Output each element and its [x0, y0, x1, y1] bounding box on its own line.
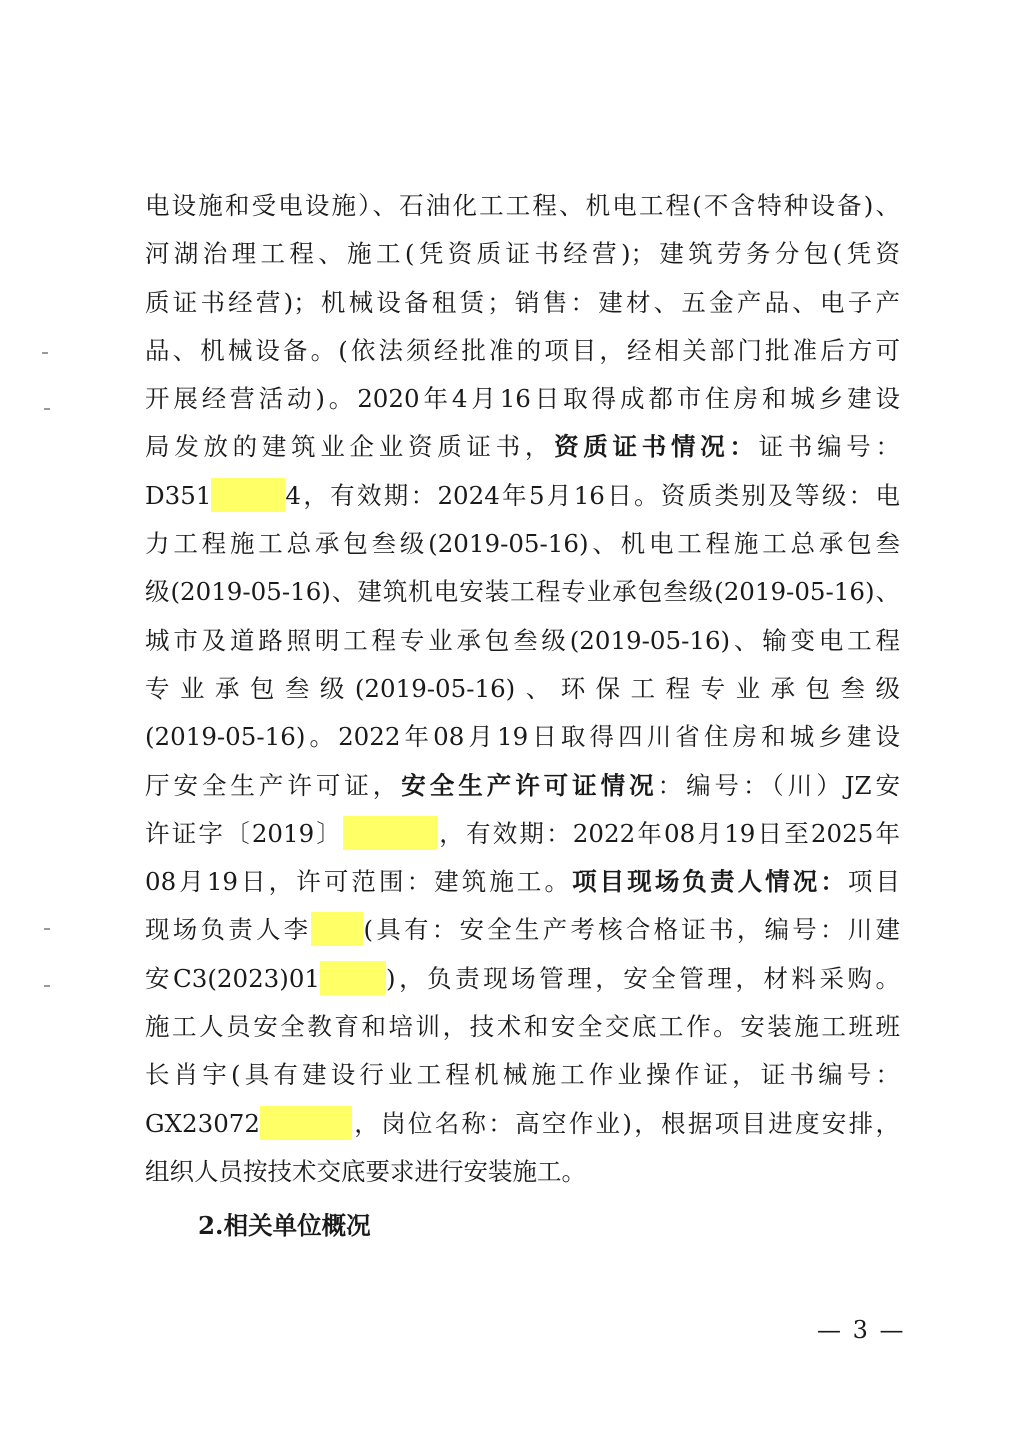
text-line [145, 762, 900, 810]
text-line: 品、机械设备。(依法须经批准的项目，经相关部门批准后方可 [145, 335, 900, 365]
text-line: 河湖治理工程、施工(凭资质证书经营)；建筑劳务分包(凭资 [145, 239, 900, 269]
scan-artifact [44, 985, 50, 987]
text-line: 力工程施工总承包叁级(2019-05-16)、机电工程施工总承包叁 [145, 529, 900, 559]
text-line: 质证书经营)；机械设备租赁；销售：建材、五金产品、电子产 [145, 287, 900, 317]
text-segment: 厅安全生产许可证， [145, 770, 402, 800]
text-segment: )，负责现场管理，安全管理，材料采购。 [386, 963, 900, 993]
site-manager-heading: 项目现场负责人情况： [572, 867, 848, 897]
text-line [145, 858, 900, 906]
text-line: 组织人员按技术交底要求进行安装施工。 [145, 1156, 586, 1186]
text-line [145, 472, 900, 520]
scan-artifact [44, 408, 50, 410]
text-line: 开展经营活动)。2020年4月16日取得成都市住房和城乡建设 [145, 384, 900, 414]
text-segment: ，岗位名称：高空作业)，根据项目进度安排， [351, 1108, 900, 1138]
text-segment: 现场负责人李 [145, 915, 312, 945]
text-segment: 局发放的建筑业企业资质证书， [145, 432, 555, 462]
section-heading: 2.相关单位概况 [198, 1211, 371, 1240]
redaction-highlight [320, 961, 386, 995]
text-line [145, 1100, 900, 1148]
scan-artifact [44, 928, 50, 930]
text-line [145, 423, 900, 471]
text-line [145, 955, 900, 1003]
text-line: 施工人员安全教育和培训，技术和安全交底工作。安装施工班班 [145, 1012, 900, 1042]
body-paragraph [145, 182, 900, 1196]
text-segment: D351 [145, 480, 212, 510]
text-line: 专业承包叁级(2019-05-16)、环保工程专业承包叁级 [145, 673, 900, 703]
text-line: 电设施和受电设施）、石油化工工程、机电工程(不含特种设备)、 [145, 191, 900, 220]
page-number: — 3 — [817, 1316, 906, 1344]
text-segment: 安C3(2023)01 [145, 963, 320, 993]
text-segment: GX23072 [145, 1108, 260, 1138]
text-line [145, 906, 900, 954]
text-segment: ，有效期：2022年08月19日至2025年 [437, 818, 900, 848]
text-segment: 项目 [847, 867, 901, 897]
text-segment: 08月19日，许可范围：建筑施工。 [145, 867, 573, 897]
safety-license-heading: 安全生产许可证情况 [401, 770, 658, 800]
text-segment: ：编号：（川）JZ安 [657, 770, 901, 800]
text-line: (2019-05-16)。2022年08月19日取得四川省住房和城乡建设 [145, 722, 900, 752]
scan-artifact [42, 352, 48, 354]
text-line [145, 810, 900, 858]
text-segment: 许证字〔2019〕 [145, 818, 344, 848]
text-line: 长肖宇(具有建设行业工程机械施工作业操作证，证书编号： [145, 1060, 900, 1090]
text-line: 城市及道路照明工程专业承包叁级(2019-05-16)、输变电工程 [145, 625, 900, 655]
text-segment: 证书编号： [758, 432, 901, 462]
text-segment: (具有：安全生产考核合格证书，编号：川建 [363, 915, 901, 945]
redaction-highlight [343, 816, 437, 850]
redaction-highlight [260, 1106, 352, 1140]
redaction-highlight [211, 478, 285, 512]
text-line: 级(2019-05-16)、建筑机电安装工程专业承包叁级(2019-05-16)、 [145, 577, 900, 607]
redaction-highlight [311, 912, 363, 946]
text-segment: 4，有效期：2024年5月16日。资质类别及等级：电 [285, 480, 900, 510]
qualification-heading: 资质证书情况： [554, 432, 759, 462]
